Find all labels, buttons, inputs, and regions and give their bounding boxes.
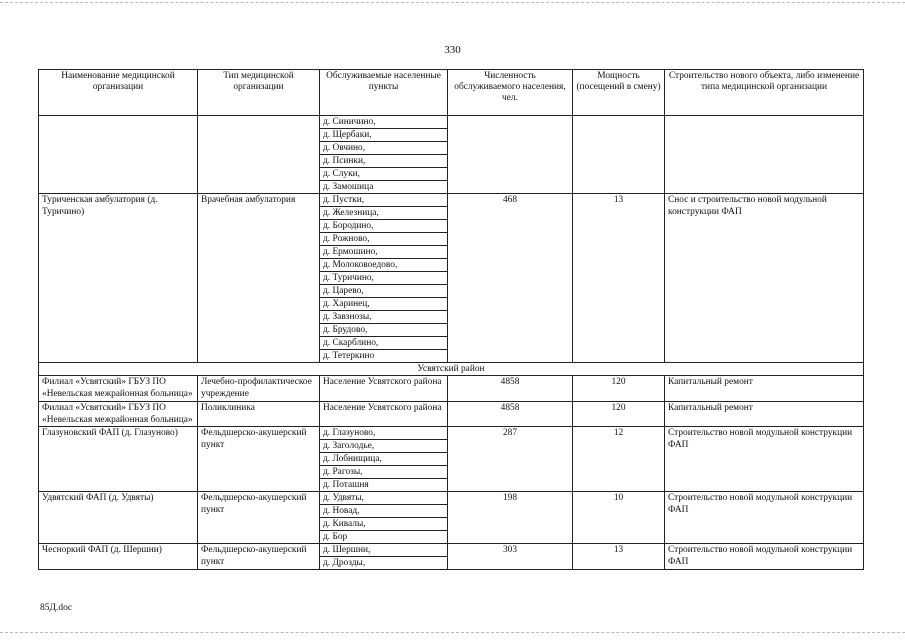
place-item: д. Удвяты, [323,493,364,504]
cell-type [198,116,320,194]
cell-population: 198 [448,492,573,544]
region-title: Усвятский район [39,363,864,376]
cell-capacity: 12 [573,427,665,492]
cell-capacity: 10 [573,492,665,544]
place-item: д. Бор [320,530,447,543]
cell-construction: Капитальный ремонт [665,401,864,426]
cell-type: Поликлиника [198,401,320,426]
place-item: д. Овчино, [320,141,447,154]
place-item: д. Ермошино, [320,245,447,258]
cell-type: Фельдшерско-акушерский пункт [198,427,320,492]
table-row-filial-1 [39,376,864,401]
table-row-glazunovo [39,427,864,492]
cell-type: Лечебно-профилактическое учреждение [198,376,320,401]
place-item: д. Завзнозы, [320,310,447,323]
cell-population: 4858 [448,401,573,426]
cell-name: Филиал «Усвятский» ГБУЗ ПО «Невельская межрайонная больница» [39,401,198,426]
place-item: д. Харинец, [320,297,447,310]
place-item: д. Шершни, [323,545,371,556]
place-item: д. Рагозы, [320,465,447,478]
scan-edge-top [0,2,905,3]
place-item: д. Щербаки, [320,128,447,141]
place-item: д. Кивалы, [320,517,447,530]
table-row-udvyaty [39,492,864,544]
cell-construction: Строительство новой модульной конструкции ФАП [665,427,864,492]
cell-population: 4858 [448,376,573,401]
cell-places: Население Усвятского района [320,376,448,401]
place-item: д. Синичино, [323,117,376,127]
cell-construction: Снос и строительство новой модульной конструкции ФАП [665,194,864,363]
cell-name: Удвятский ФАП (д. Удвяты) [39,492,198,544]
cell-type: Врачебная амбулатория [198,194,320,363]
cell-population: 468 [448,194,573,363]
cell-capacity: 13 [573,544,665,570]
cell-places [320,544,448,570]
cell-name: Филиал «Усвятский» ГБУЗ ПО «Невельская межрайонная больница» [39,376,198,401]
table-row-turichino [39,194,864,363]
cell-population: 287 [448,427,573,492]
place-item: д. Слуки, [320,167,447,180]
place-item: д. Пустки, [323,195,365,205]
header-construction: Строительство нового объекта, либо изменение типа медицинской организации [665,70,864,116]
cell-type: Фельдшерско-акушерский пункт [198,544,320,570]
header-org-type: Тип медицинской организации [198,70,320,116]
cell-construction [665,116,864,194]
table-row-filial-2 [39,401,864,426]
cell-capacity: 120 [573,376,665,401]
cell-name: Туриченская амбулатория (д. Туричино) [39,194,198,363]
place-item: д. Дрозды, [320,556,447,569]
place-item: д. Рожново, [320,232,447,245]
place-item: д. Царево, [320,284,447,297]
place-item: д. Туричино, [320,271,447,284]
header-population: Численность обслуживаемого населения, чел. [448,70,573,116]
table-row-shershni [39,544,864,570]
cell-places [320,427,448,492]
header-org-name: Наименование медицинской организации [39,70,198,116]
header-capacity: Мощность (посещений в смену) [573,70,665,116]
cell-name: Чесноркий ФАП (д. Шершни) [39,544,198,570]
cell-capacity: 120 [573,401,665,426]
cell-construction: Строительство новой модульной конструкции ФАП [665,492,864,544]
place-item: д. Тетеркино [320,349,447,362]
table-row-continuation [39,116,864,194]
place-item: д. Железница, [320,206,447,219]
cell-places: Население Усвятского района [320,401,448,426]
place-item: д. Глазуново, [323,428,376,439]
cell-name: Глазуновский ФАП (д. Глазуново) [39,427,198,492]
table-header-row [39,70,864,116]
cell-construction: Строительство новой модульной конструкции ФАП [665,544,864,570]
place-item: д. Молоковоедово, [320,258,447,271]
cell-places [320,116,448,194]
place-item: д. Псинки, [320,154,447,167]
header-served-places: Обслуживаемые населенные пункты [320,70,448,116]
cell-type: Фельдшерско-акушерский пункт [198,492,320,544]
cell-capacity: 13 [573,194,665,363]
scan-edge-bottom [0,632,905,633]
place-item: д. Замошица [320,180,447,193]
cell-places [320,492,448,544]
place-item: д. Скарблино, [320,336,447,349]
place-item: д. Новад, [320,504,447,517]
cell-population: 303 [448,544,573,570]
place-item: д. Поташня [320,478,447,491]
cell-name [39,116,198,194]
footer-doc-ref: 85Д.doc [40,603,73,613]
place-item: д. Лобнищица, [320,452,447,465]
page-number: 330 [444,44,461,56]
place-item: д. Бородино, [320,219,447,232]
cell-population [448,116,573,194]
cell-places [320,194,448,363]
cell-capacity [573,116,665,194]
region-row [39,363,864,376]
medical-organizations-table [38,69,864,570]
place-item: д. Заголодье, [320,439,447,452]
cell-construction: Капитальный ремонт [665,376,864,401]
place-item: д. Брудово, [320,323,447,336]
